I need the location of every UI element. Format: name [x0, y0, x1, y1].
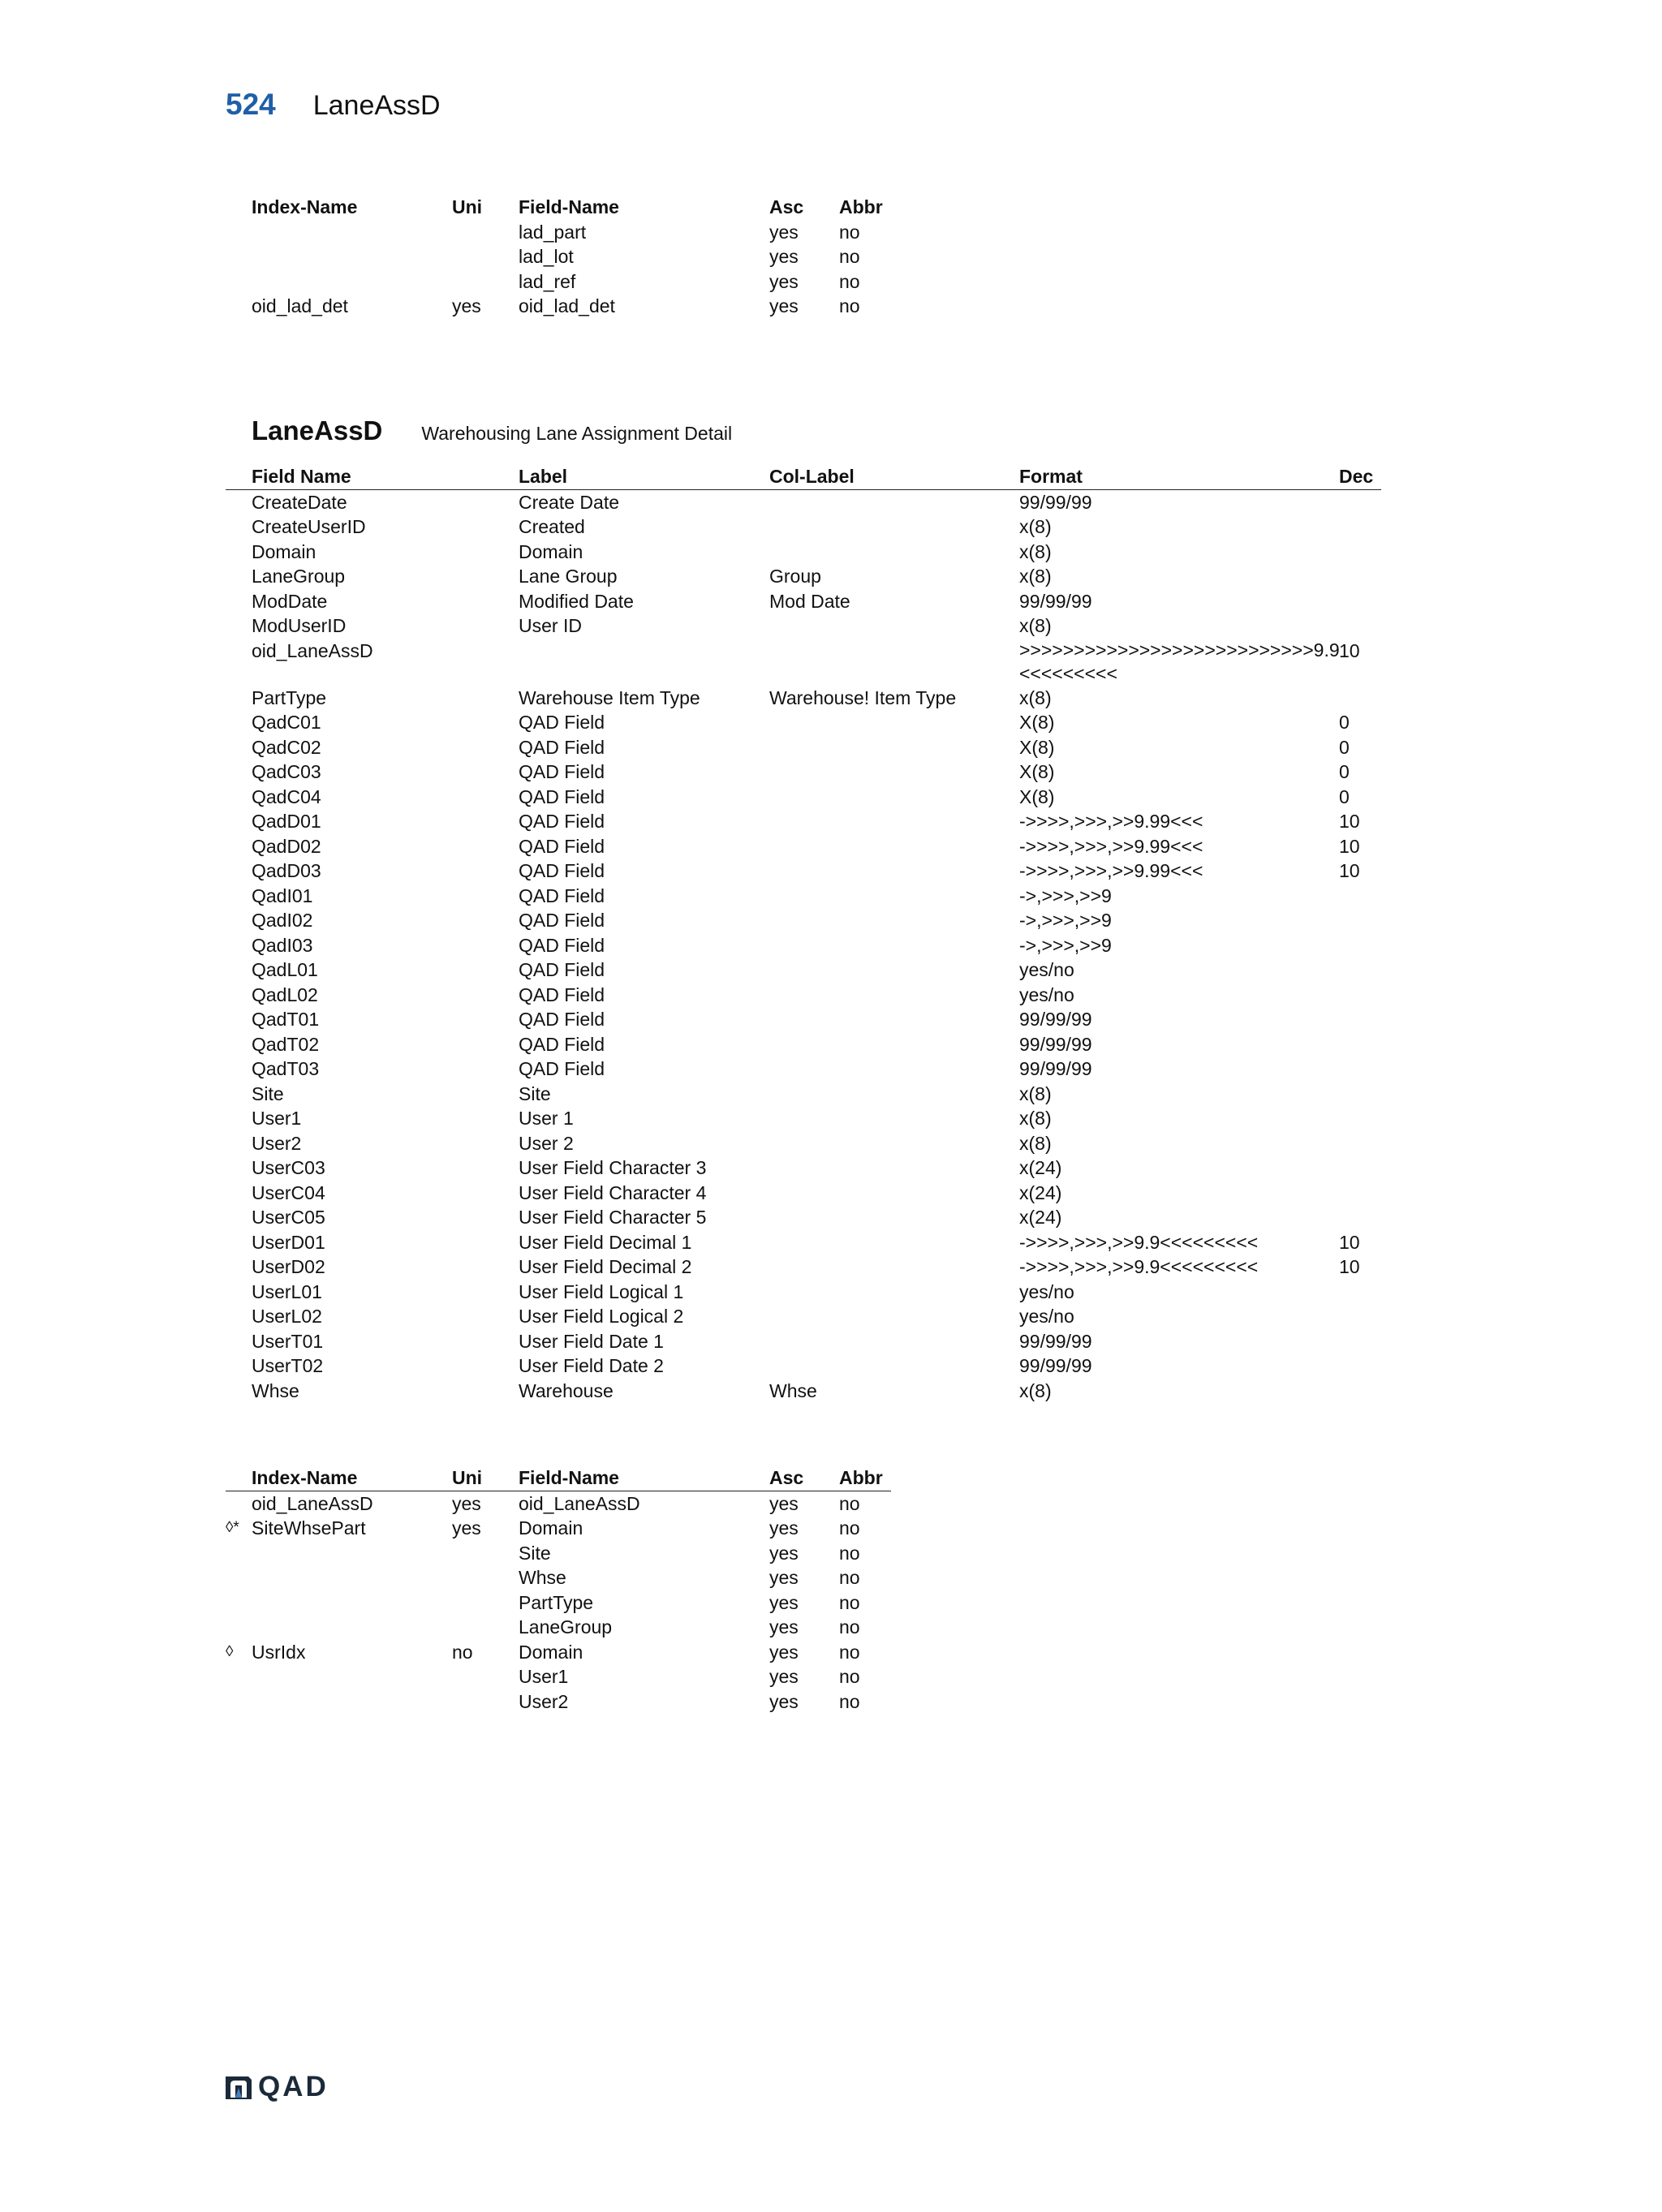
field-name-cell: User1 [252, 1108, 302, 1129]
column-header: Index-Name [252, 1467, 358, 1488]
index-table-body [226, 220, 891, 319]
field-name-cell: User1 [519, 1666, 569, 1687]
label-cell: QAD Field [519, 860, 605, 881]
format-cell: x(8) [1019, 1379, 1052, 1401]
table-section-title [252, 415, 732, 446]
fields-table-body [226, 490, 1381, 1404]
field-name-cell: UserT02 [252, 1355, 324, 1376]
field-name-cell: Site [252, 1082, 284, 1104]
field-name-cell: lad_part [519, 221, 587, 243]
label-cell: QAD Field [519, 1058, 605, 1079]
index-name-cell: oid_lad_det [252, 295, 348, 316]
format-cell: X(8) [1019, 736, 1055, 758]
field-name-cell: QadL01 [252, 959, 318, 980]
field-name-cell: Site [519, 1542, 551, 1564]
field-name-cell: QadI02 [252, 910, 313, 931]
table-row [226, 564, 1381, 589]
abbreviated-cell: no [839, 1641, 860, 1663]
field-name-cell: UserC04 [252, 1181, 325, 1203]
label-cell: Site [519, 1082, 551, 1104]
index-table-bottom [226, 1465, 891, 1714]
field-name-cell: CreateUserID [252, 516, 366, 537]
table-row [226, 958, 1381, 983]
format-cell: 99/99/99 [1019, 1355, 1092, 1376]
abbreviated-cell: no [839, 1666, 860, 1687]
ascending-cell: yes [769, 1690, 799, 1712]
table-row [226, 1329, 1381, 1354]
unique-cell: no [452, 1641, 473, 1663]
field-name-cell: LaneGroup [252, 566, 346, 587]
format-cell: ->>>>,>>>,>>9.99<<< [1019, 835, 1203, 857]
field-name-cell: QadC04 [252, 785, 321, 807]
format-cell: X(8) [1019, 761, 1055, 782]
format-cell: x(24) [1019, 1181, 1062, 1203]
table-row [226, 1304, 1381, 1329]
format-cell: x(8) [1019, 1082, 1052, 1104]
format-cell: ->,>>>,>>9 [1019, 884, 1112, 906]
label-cell: User Field Logical 2 [519, 1306, 684, 1327]
field-name-cell: PartType [519, 1591, 594, 1613]
field-name-cell: QadT02 [252, 1033, 320, 1055]
qad-logo-icon [224, 2073, 253, 2101]
column-header: Index-Name [252, 196, 358, 217]
column-header: Uni [452, 1467, 483, 1488]
label-cell: Warehouse Item Type [519, 686, 700, 708]
field-name-cell: QadI03 [252, 934, 313, 956]
field-name-cell: QadL02 [252, 983, 318, 1005]
format-cell: ->>>>,>>>,>>9.9<<<<<<<<< [1019, 1231, 1259, 1253]
table-row [226, 613, 1381, 639]
field-name-cell: QadC01 [252, 712, 321, 733]
unique-cell: yes [452, 295, 481, 316]
column-header: Abbr [839, 196, 883, 217]
ascending-cell: yes [769, 295, 799, 316]
column-header: Uni [452, 196, 483, 217]
table-row [226, 834, 1381, 859]
field-name-cell: Domain [519, 1517, 583, 1539]
field-name-cell: lad_lot [519, 246, 574, 267]
table-row [226, 1106, 1381, 1131]
field-name-cell: QadT03 [252, 1058, 320, 1079]
field-name-cell: PartType [252, 686, 327, 708]
format-cell: ->>>>,>>>,>>9.99<<< [1019, 811, 1203, 832]
ascending-cell: yes [769, 1641, 799, 1663]
field-name-cell: Whse [252, 1379, 299, 1401]
table-row [226, 1664, 891, 1689]
label-cell: Create Date [519, 491, 620, 513]
format-cell: 99/99/99 [1019, 590, 1092, 612]
table-row [226, 1565, 891, 1590]
table-row [226, 686, 1381, 711]
table-row [226, 908, 1381, 933]
table-row [226, 1032, 1381, 1057]
format-cell: 99/99/99 [1019, 1033, 1092, 1055]
format-cell: 99/99/99 [1019, 1009, 1092, 1030]
field-name-cell: Domain [252, 540, 316, 562]
index-table-header [226, 195, 891, 220]
page-title: LaneAssD [312, 90, 441, 121]
ascending-cell: yes [769, 1542, 799, 1564]
label-cell: Warehouse [519, 1379, 614, 1401]
table-row [226, 785, 1381, 810]
format-cell: x(8) [1019, 1108, 1052, 1129]
decimals-cell: 0 [1339, 712, 1350, 733]
field-name-cell: UserT01 [252, 1330, 324, 1352]
decimals-cell: 10 [1339, 639, 1360, 661]
table-row [226, 933, 1381, 958]
label-cell: User 1 [519, 1108, 574, 1129]
field-name-cell: User2 [252, 1132, 302, 1154]
fields-table-header [226, 464, 1381, 490]
format-cell: yes/no [1019, 983, 1074, 1005]
decimals-cell: 0 [1339, 761, 1350, 782]
format-cell: ->,>>>,>>9 [1019, 934, 1112, 956]
field-name-cell: UserL01 [252, 1280, 322, 1302]
abbreviated-cell: no [839, 270, 860, 292]
field-name-cell: Whse [519, 1567, 566, 1588]
format-cell: yes/no [1019, 1306, 1074, 1327]
format-cell: x(8) [1019, 686, 1052, 708]
col-label-cell: Warehouse! Item Type [769, 686, 957, 708]
table-row [226, 294, 891, 319]
index-name-cell: SiteWhsePart [252, 1517, 366, 1539]
label-cell: Domain [519, 540, 583, 562]
ascending-cell: yes [769, 1666, 799, 1687]
table-row [226, 884, 1381, 909]
label-cell: QAD Field [519, 910, 605, 931]
ascending-cell: yes [769, 1517, 799, 1539]
label-cell: Lane Group [519, 566, 618, 587]
format-cell: yes/no [1019, 1280, 1074, 1302]
field-name-cell: lad_ref [519, 270, 576, 292]
table-row [226, 710, 1381, 735]
page-number: 524 [226, 88, 276, 121]
label-cell: QAD Field [519, 785, 605, 807]
col-label-cell: Group [769, 566, 821, 587]
index-marker: ◊* [226, 1519, 239, 1536]
table-row [226, 1615, 891, 1640]
table-row [226, 1254, 1381, 1280]
format-cell: X(8) [1019, 712, 1055, 733]
table-row [226, 1181, 1381, 1206]
abbreviated-cell: no [839, 1517, 860, 1539]
table-row [226, 735, 1381, 760]
table-row [226, 639, 1381, 686]
field-name-cell: QadD01 [252, 811, 321, 832]
column-header: Dec [1339, 466, 1374, 487]
field-name-cell: Domain [519, 1641, 583, 1663]
table-row [226, 809, 1381, 834]
ascending-cell: yes [769, 1567, 799, 1588]
label-cell: User Field Character 5 [519, 1207, 707, 1228]
format-cell: x(8) [1019, 540, 1052, 562]
table-row [226, 1516, 891, 1541]
format-cell: >>>>>>>>>>>>>>>>>>>>>>>>>>>9.9<<<<<<<<< [1019, 639, 1340, 684]
column-header: Format [1019, 466, 1083, 487]
ascending-cell: yes [769, 1591, 799, 1613]
column-header: Asc [769, 196, 804, 217]
col-label-cell: Mod Date [769, 590, 850, 612]
field-name-cell: QadT01 [252, 1009, 320, 1030]
table-row [226, 859, 1381, 884]
format-cell: ->>>>,>>>,>>9.9<<<<<<<<< [1019, 1256, 1259, 1277]
label-cell: Created [519, 516, 585, 537]
format-cell: x(8) [1019, 566, 1052, 587]
index-name-cell: UsrIdx [252, 1641, 306, 1663]
decimals-cell: 10 [1339, 860, 1360, 881]
field-name-cell: QadD03 [252, 860, 321, 881]
table-row [226, 589, 1381, 614]
format-cell: x(24) [1019, 1157, 1062, 1178]
label-cell: QAD Field [519, 1033, 605, 1055]
footer-logo [224, 2071, 329, 2103]
label-cell: QAD Field [519, 1009, 605, 1030]
table-row [226, 1640, 891, 1665]
table-row [226, 269, 891, 295]
field-name-cell: QadC03 [252, 761, 321, 782]
label-cell: Modified Date [519, 590, 634, 612]
field-name-cell: UserD01 [252, 1231, 325, 1253]
label-cell: QAD Field [519, 884, 605, 906]
unique-cell: yes [452, 1492, 481, 1514]
index-marker: ◊ [226, 1642, 234, 1660]
table-row [226, 1280, 1381, 1305]
format-cell: yes/no [1019, 959, 1074, 980]
table-row [226, 1491, 891, 1517]
ascending-cell: yes [769, 221, 799, 243]
table-row [226, 1379, 1381, 1404]
col-label-cell: Whse [769, 1379, 817, 1401]
ascending-cell: yes [769, 270, 799, 292]
label-cell: QAD Field [519, 811, 605, 832]
label-cell: QAD Field [519, 934, 605, 956]
column-header: Field-Name [519, 1467, 619, 1488]
decimals-cell: 0 [1339, 736, 1350, 758]
decimals-cell: 10 [1339, 835, 1360, 857]
page-header [226, 88, 441, 128]
label-cell: QAD Field [519, 761, 605, 782]
abbreviated-cell: no [839, 1616, 860, 1637]
column-header: Field-Name [519, 196, 619, 217]
table-row [226, 490, 1381, 515]
label-cell: User Field Date 2 [519, 1355, 664, 1376]
label-cell: QAD Field [519, 712, 605, 733]
format-cell: X(8) [1019, 785, 1055, 807]
label-cell: QAD Field [519, 959, 605, 980]
table-name: LaneAssD [252, 415, 383, 445]
column-header: Col-Label [769, 466, 855, 487]
table-row [226, 244, 891, 269]
label-cell: QAD Field [519, 736, 605, 758]
label-cell: User Field Character 3 [519, 1157, 707, 1178]
ascending-cell: yes [769, 246, 799, 267]
table-row [226, 514, 1381, 540]
decimals-cell: 0 [1339, 785, 1350, 807]
label-cell: QAD Field [519, 835, 605, 857]
table-row [226, 1131, 1381, 1156]
index-name-cell: oid_LaneAssD [252, 1492, 373, 1514]
abbreviated-cell: no [839, 295, 860, 316]
table-row [226, 983, 1381, 1008]
format-cell: 99/99/99 [1019, 1058, 1092, 1079]
abbreviated-cell: no [839, 246, 860, 267]
table-row [226, 1230, 1381, 1255]
column-header: Field Name [252, 466, 351, 487]
field-name-cell: User2 [519, 1690, 569, 1712]
fields-table [226, 464, 1381, 1403]
table-row [226, 1155, 1381, 1181]
index-table-top [226, 195, 891, 319]
label-cell: User Field Date 1 [519, 1330, 664, 1352]
format-cell: 99/99/99 [1019, 1330, 1092, 1352]
table-row [226, 1541, 891, 1566]
unique-cell: yes [452, 1517, 481, 1539]
decimals-cell: 10 [1339, 1231, 1360, 1253]
field-name-cell: LaneGroup [519, 1616, 613, 1637]
format-cell: 99/99/99 [1019, 491, 1092, 513]
field-name-cell: ModUserID [252, 615, 347, 636]
index-table-body [226, 1491, 891, 1715]
field-name-cell: QadI01 [252, 884, 313, 906]
logo-text: QAD [258, 2071, 329, 2102]
table-row [226, 760, 1381, 785]
table-row [226, 540, 1381, 565]
field-name-cell: oid_LaneAssD [252, 639, 373, 661]
index-table-header [226, 1465, 891, 1491]
ascending-cell: yes [769, 1616, 799, 1637]
label-cell: QAD Field [519, 983, 605, 1005]
abbreviated-cell: no [839, 1567, 860, 1588]
format-cell: x(8) [1019, 1132, 1052, 1154]
table-row [226, 1353, 1381, 1379]
column-header: Abbr [839, 1467, 883, 1488]
format-cell: x(24) [1019, 1207, 1062, 1228]
table-row [226, 1082, 1381, 1107]
field-name-cell: QadD02 [252, 835, 321, 857]
label-cell: User ID [519, 615, 582, 636]
decimals-cell: 10 [1339, 1256, 1360, 1277]
column-header: Label [519, 466, 568, 487]
abbreviated-cell: no [839, 1542, 860, 1564]
field-name-cell: UserD02 [252, 1256, 325, 1277]
field-name-cell: oid_LaneAssD [519, 1492, 640, 1514]
format-cell: x(8) [1019, 516, 1052, 537]
field-name-cell: UserL02 [252, 1306, 322, 1327]
table-row [226, 1057, 1381, 1082]
label-cell: User Field Decimal 2 [519, 1256, 692, 1277]
table-description: Warehousing Lane Assignment Detail [421, 423, 733, 444]
abbreviated-cell: no [839, 1690, 860, 1712]
table-row [226, 1205, 1381, 1230]
format-cell: ->,>>>,>>9 [1019, 910, 1112, 931]
label-cell: User Field Logical 1 [519, 1280, 684, 1302]
decimals-cell: 10 [1339, 811, 1360, 832]
column-header: Asc [769, 1467, 804, 1488]
table-row [226, 1007, 1381, 1032]
label-cell: User 2 [519, 1132, 574, 1154]
table-row [226, 1590, 891, 1616]
table-row [226, 1689, 891, 1715]
abbreviated-cell: no [839, 221, 860, 243]
table-row [226, 220, 891, 245]
label-cell: User Field Decimal 1 [519, 1231, 692, 1253]
abbreviated-cell: no [839, 1492, 860, 1514]
ascending-cell: yes [769, 1492, 799, 1514]
label-cell: User Field Character 4 [519, 1181, 707, 1203]
field-name-cell: oid_lad_det [519, 295, 615, 316]
format-cell: x(8) [1019, 615, 1052, 636]
field-name-cell: QadC02 [252, 736, 321, 758]
format-cell: ->>>>,>>>,>>9.99<<< [1019, 860, 1203, 881]
field-name-cell: UserC03 [252, 1157, 325, 1178]
field-name-cell: ModDate [252, 590, 328, 612]
abbreviated-cell: no [839, 1591, 860, 1613]
field-name-cell: CreateDate [252, 491, 347, 513]
field-name-cell: UserC05 [252, 1207, 325, 1228]
